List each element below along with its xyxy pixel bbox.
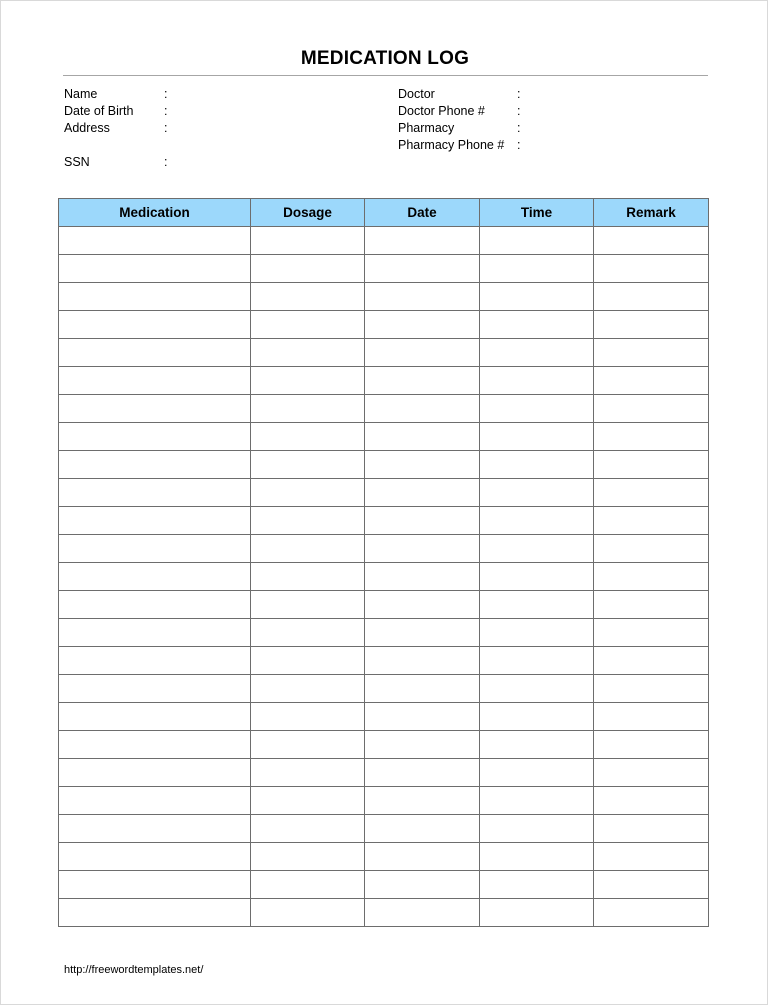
table-cell-remark[interactable] [594, 787, 709, 815]
table-cell-medication[interactable] [59, 899, 251, 927]
table-cell-dosage[interactable] [251, 619, 365, 647]
table-cell-date[interactable] [365, 311, 480, 339]
table-cell-remark[interactable] [594, 339, 709, 367]
table-cell-date[interactable] [365, 871, 480, 899]
field-pharmacy-colon: : [517, 121, 521, 135]
table-cell-remark[interactable] [594, 227, 709, 255]
table-cell-remark[interactable] [594, 283, 709, 311]
table-cell-medication[interactable] [59, 591, 251, 619]
table-cell-medication[interactable] [59, 703, 251, 731]
table-cell-dosage[interactable] [251, 367, 365, 395]
table-row [59, 843, 709, 871]
table-cell-dosage[interactable] [251, 395, 365, 423]
table-cell-date[interactable] [365, 423, 480, 451]
table-cell-time[interactable] [480, 759, 594, 787]
table-cell-remark[interactable] [594, 759, 709, 787]
table-cell-time[interactable] [480, 591, 594, 619]
field-date-of-birth-colon: : [164, 104, 168, 118]
table-cell-medication[interactable] [59, 507, 251, 535]
table-cell-remark[interactable] [594, 591, 709, 619]
table-cell-time[interactable] [480, 563, 594, 591]
table-cell-date[interactable] [365, 395, 480, 423]
table-cell-medication[interactable] [59, 255, 251, 283]
table-cell-dosage[interactable] [251, 675, 365, 703]
table-cell-remark[interactable] [594, 255, 709, 283]
table-row [59, 647, 709, 675]
table-body [59, 227, 709, 927]
table-cell-remark[interactable] [594, 423, 709, 451]
column-header-dosage: Dosage [251, 199, 365, 227]
table-cell-dosage[interactable] [251, 227, 365, 255]
document-title: MEDICATION LOG [300, 48, 470, 69]
table-cell-dosage[interactable] [251, 759, 365, 787]
medication-log-table [58, 198, 709, 927]
table-cell-medication[interactable] [59, 759, 251, 787]
table-cell-time[interactable] [480, 479, 594, 507]
table-cell-remark[interactable] [594, 367, 709, 395]
table-cell-medication[interactable] [59, 843, 251, 871]
table-row [59, 563, 709, 591]
field-doctor-phone-colon: : [517, 104, 521, 118]
table-cell-medication[interactable] [59, 675, 251, 703]
table-cell-time[interactable] [480, 311, 594, 339]
table-row [59, 367, 709, 395]
table-row [59, 451, 709, 479]
table-row [59, 731, 709, 759]
table-cell-time[interactable] [480, 787, 594, 815]
field-ssn-label: SSN [64, 155, 90, 169]
table-cell-time[interactable] [480, 367, 594, 395]
table-cell-dosage[interactable] [251, 563, 365, 591]
table-cell-remark[interactable] [594, 451, 709, 479]
table-row [59, 759, 709, 787]
table-cell-medication[interactable] [59, 535, 251, 563]
table-cell-medication[interactable] [59, 787, 251, 815]
table-cell-remark[interactable] [594, 507, 709, 535]
field-date-of-birth-label: Date of Birth [64, 104, 134, 118]
table-cell-date[interactable] [365, 759, 480, 787]
table-row [59, 339, 709, 367]
field-address-label: Address [64, 121, 110, 135]
table-cell-date[interactable] [365, 647, 480, 675]
table-row [59, 423, 709, 451]
table-cell-remark[interactable] [594, 647, 709, 675]
table-cell-date[interactable] [365, 787, 480, 815]
table-cell-remark[interactable] [594, 311, 709, 339]
table-cell-dosage[interactable] [251, 255, 365, 283]
table-row [59, 283, 709, 311]
table-cell-medication[interactable] [59, 731, 251, 759]
table-cell-time[interactable] [480, 871, 594, 899]
table-cell-medication[interactable] [59, 227, 251, 255]
column-header-medication: Medication [59, 199, 251, 227]
table-cell-medication[interactable] [59, 871, 251, 899]
field-pharmacy-phone-label: Pharmacy Phone # [398, 138, 505, 152]
table-row [59, 227, 709, 255]
table-cell-dosage[interactable] [251, 283, 365, 311]
table-cell-date[interactable] [365, 339, 480, 367]
table-cell-date[interactable] [365, 367, 480, 395]
table-cell-time[interactable] [480, 423, 594, 451]
table-cell-remark[interactable] [594, 563, 709, 591]
field-pharmacy-label: Pharmacy [398, 121, 455, 135]
table-cell-remark[interactable] [594, 731, 709, 759]
table-cell-date[interactable] [365, 619, 480, 647]
table-row [59, 871, 709, 899]
table-cell-medication[interactable] [59, 451, 251, 479]
table-cell-date[interactable] [365, 815, 480, 843]
table-row [59, 591, 709, 619]
table-cell-date[interactable] [365, 899, 480, 927]
table-cell-remark[interactable] [594, 899, 709, 927]
table-cell-date[interactable] [365, 227, 480, 255]
table-cell-date[interactable] [365, 563, 480, 591]
table-cell-dosage[interactable] [251, 647, 365, 675]
table-cell-medication[interactable] [59, 339, 251, 367]
table-cell-medication[interactable] [59, 423, 251, 451]
table-row [59, 395, 709, 423]
table-cell-remark[interactable] [594, 871, 709, 899]
table-cell-dosage[interactable] [251, 339, 365, 367]
table-cell-time[interactable] [480, 843, 594, 871]
table-cell-date[interactable] [365, 731, 480, 759]
table-cell-remark[interactable] [594, 703, 709, 731]
table-cell-time[interactable] [480, 283, 594, 311]
table-header-row [59, 199, 709, 227]
table-cell-dosage[interactable] [251, 703, 365, 731]
table-cell-time[interactable] [480, 255, 594, 283]
table-cell-dosage[interactable] [251, 479, 365, 507]
table-cell-time[interactable] [480, 815, 594, 843]
table-cell-date[interactable] [365, 255, 480, 283]
field-address-colon: : [164, 121, 168, 135]
table-cell-time[interactable] [480, 535, 594, 563]
table-row [59, 535, 709, 563]
table-cell-date[interactable] [365, 451, 480, 479]
table-cell-medication[interactable] [59, 563, 251, 591]
table-cell-dosage[interactable] [251, 423, 365, 451]
table-cell-time[interactable] [480, 395, 594, 423]
field-name-label: Name [64, 87, 98, 101]
table-row [59, 815, 709, 843]
table-cell-medication[interactable] [59, 395, 251, 423]
field-name-colon: : [164, 87, 168, 101]
table-cell-dosage[interactable] [251, 787, 365, 815]
field-pharmacy-phone-colon: : [517, 138, 521, 152]
table-cell-date[interactable] [365, 703, 480, 731]
table-cell-dosage[interactable] [251, 871, 365, 899]
table-cell-time[interactable] [480, 731, 594, 759]
table-cell-date[interactable] [365, 507, 480, 535]
table-cell-dosage[interactable] [251, 815, 365, 843]
table-cell-date[interactable] [365, 675, 480, 703]
table-cell-remark[interactable] [594, 843, 709, 871]
table-row [59, 899, 709, 927]
table-cell-date[interactable] [365, 479, 480, 507]
table-cell-date[interactable] [365, 535, 480, 563]
table-cell-remark[interactable] [594, 395, 709, 423]
column-header-remark: Remark [594, 199, 709, 227]
table-row [59, 619, 709, 647]
table-cell-medication[interactable] [59, 647, 251, 675]
table-cell-time[interactable] [480, 647, 594, 675]
table-cell-medication[interactable] [59, 815, 251, 843]
table-row [59, 311, 709, 339]
field-doctor-phone-label: Doctor Phone # [398, 104, 485, 118]
table-cell-time[interactable] [480, 703, 594, 731]
column-header-date: Date [365, 199, 480, 227]
table-cell-time[interactable] [480, 899, 594, 927]
table-cell-medication[interactable] [59, 479, 251, 507]
table-cell-remark[interactable] [594, 479, 709, 507]
table-cell-dosage[interactable] [251, 311, 365, 339]
table-row [59, 507, 709, 535]
field-doctor-colon: : [517, 87, 521, 101]
table-row [59, 787, 709, 815]
table-row [59, 703, 709, 731]
table-row [59, 479, 709, 507]
table-cell-date[interactable] [365, 591, 480, 619]
table-cell-medication[interactable] [59, 367, 251, 395]
table-cell-time[interactable] [480, 619, 594, 647]
table-cell-time[interactable] [480, 451, 594, 479]
table-cell-time[interactable] [480, 227, 594, 255]
table-row [59, 255, 709, 283]
table-cell-dosage[interactable] [251, 591, 365, 619]
table-cell-dosage[interactable] [251, 535, 365, 563]
table-cell-medication[interactable] [59, 619, 251, 647]
field-ssn-colon: : [164, 155, 168, 169]
table-cell-medication[interactable] [59, 311, 251, 339]
table-cell-remark[interactable] [594, 675, 709, 703]
table-cell-dosage[interactable] [251, 899, 365, 927]
column-header-time: Time [480, 199, 594, 227]
table-cell-dosage[interactable] [251, 843, 365, 871]
field-doctor-label: Doctor [398, 87, 435, 101]
title-divider [63, 75, 708, 76]
table-cell-time[interactable] [480, 339, 594, 367]
table-cell-date[interactable] [365, 843, 480, 871]
table-cell-remark[interactable] [594, 535, 709, 563]
table-cell-dosage[interactable] [251, 451, 365, 479]
table-cell-medication[interactable] [59, 283, 251, 311]
table-cell-remark[interactable] [594, 619, 709, 647]
table-cell-dosage[interactable] [251, 507, 365, 535]
table-cell-dosage[interactable] [251, 731, 365, 759]
footer-url: http://freewordtemplates.net/ [64, 964, 204, 976]
table-row [59, 675, 709, 703]
table-cell-time[interactable] [480, 675, 594, 703]
table-cell-remark[interactable] [594, 815, 709, 843]
table-cell-time[interactable] [480, 507, 594, 535]
table-cell-date[interactable] [365, 283, 480, 311]
